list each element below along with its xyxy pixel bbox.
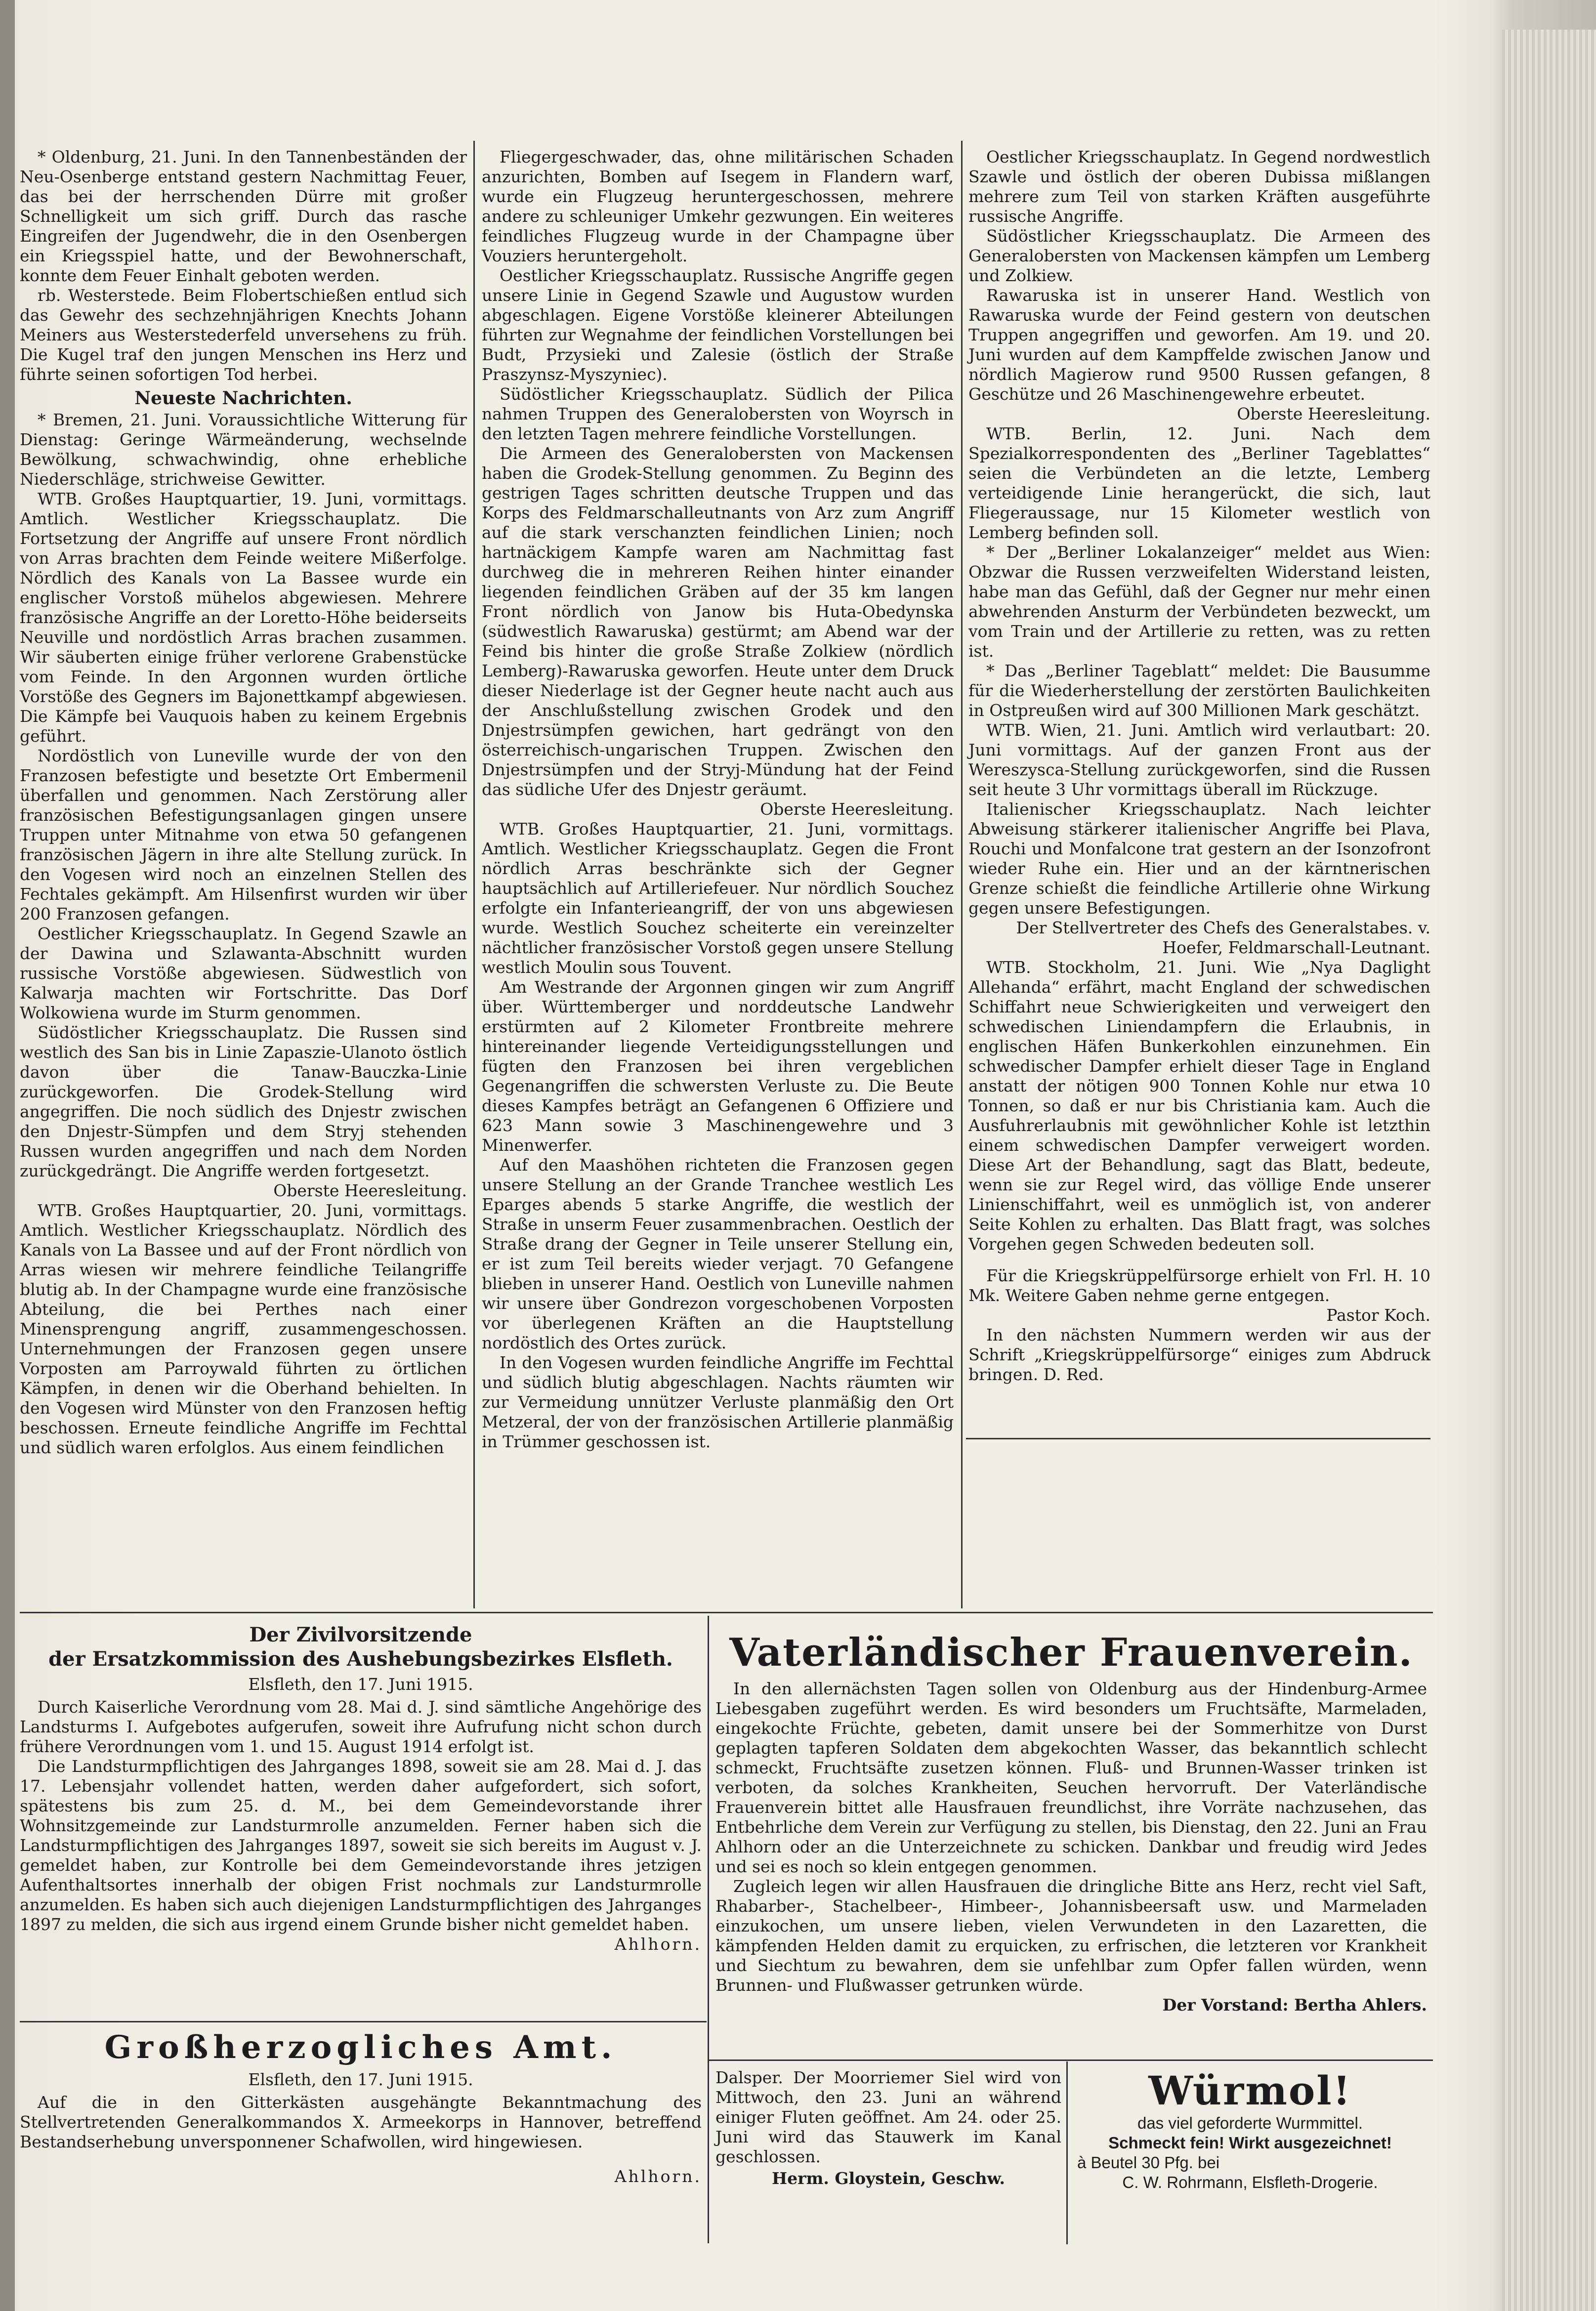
column-1 xyxy=(20,147,467,1458)
article-aircraft: Fliegergeschwader, das, ohne militärischen Schaden anzurichten, Bomben auf Isegem in Flandern warf, wurde ein Flugzeug heruntergeschossen, mehrere andere zu schleuniger Umkehr gezwungen. Ein weiteres feindliches Flugzeug wurde in der Champagne über Vouziers heruntergeholt. xyxy=(482,147,954,265)
ad-zivilvorsitzende xyxy=(20,1623,702,1954)
ad-zivil-para-2: Die Landsturmpflichtigen des Jahrganges 1898, soweit sie am 28. Mai d. J. das 17. Lebensjahr vollendet hatten, werden daher aufgefordert, sich sofort, spätestens bis zum 25. d. M., bei dem Gemeindevorstande ihrer Wohnsitzgemeinde zur Landsturmrolle anzumelden. Ferner haben sich die Landsturmpflichtigen des Jahrganges 1897, soweit sie sich bereits im August v. J. gemeldet haben, zur Kontrolle bei dem Gemeindevorstande ihres jetzigen Aufenthaltsortes innerhalb der obigen Frist nochmals zur Landsturmrolle anzumelden. Es haben sich auch diejenigen Landsturmpflichtigen des Jahrganges 1897 zu melden, die sich aus irgend einem Grunde bisher nicht gemeldet haben. xyxy=(20,1757,702,1934)
article-hq-19-june: WTB. Großes Hauptquartier, 19. Juni, vormittags. Amtlich. Westlicher Kriegsschauplatz. Die Fortsetzung der Angriffe auf unsere Front nördlich von Arras brachten dem Feinde weitere Mißerfolge. Nördlich des Kanals von La Bassee wurde ein englischer Vorstoß mühelos abgewiesen. Mehrere französische Angriffe an der Loretto-Höhe beiderseits Neuville und nordöstlich Arras brachen zusammen. Wir säuberten einige früher verlorene Grabenstücke vom Feinde. In den Argonnen wurden örtliche Vorstöße des Gegners im Bajonettkampf abgewiesen. Die Kämpfe bei Vauquois haben zu keinem Ergebnis geführt. xyxy=(20,489,467,746)
section-heading-news: Neueste Nachrichten. xyxy=(134,388,352,409)
page-edge-stack xyxy=(1502,30,1596,2311)
notice-kriegskrueppel: Für die Kriegskrüppelfürsorge erhielt von Frl. H. 10 Mk. Weitere Gaben nehme gerne entgegen. xyxy=(968,1266,1430,1305)
column-rule-1 xyxy=(473,141,475,1608)
ad-amt-title: Großherzogliches Amt. xyxy=(104,2029,617,2066)
article-maashoehen: Auf den Maashöhen richteten die Franzosen gegen unsere Stellung an der Grande Tranchee westlich Les Eparges abends 5 starke Angriffe, die westlich der Straße in unserm Feuer zusammenbrachen. Oestlich der Straße drang der Gegner in Teile unserer Stellung ein, er ist zum Teil bereits wieder verjagt. 70 Gefangene blieben in unserer Hand. Oestlich von Luneville nahmen wir unsere über Gondrezon vorgeschobenen Vorposten vor überlegenen Kräften an die Hauptstellung nordöstlich des Ortes zurück. xyxy=(482,1155,954,1352)
col3-notice-rule xyxy=(966,1438,1430,1439)
article-wien: WTB. Wien, 21. Juni. Amtlich wird verlautbart: 20. Juni vormittags. Auf der ganzen Front aus der Wereszysca-Stellung zurückgeworfen, sind die Russen seit heute 3 Uhr vormittags überall im Rückzuge. xyxy=(968,720,1430,799)
ad-dalsper-text: Dalsper. Der Moorriemer Siel wird von Mittwoch, den 23. Juni an während einiger Fluten geöffnet. Am 24. oder 25. Juni wird das Stauwerk im Kanal geschlossen. xyxy=(715,2068,1061,2166)
ad-zivil-title-1: Der Zivilvorsitzende xyxy=(249,1623,472,1646)
signature-ohl: Oberste Heeresleitung. xyxy=(1237,404,1430,423)
article-eastern-dubissa: Oestlicher Kriegsschauplatz. In Gegend nordwestlich Szawle und östlich der oberen Dubissa mißlangen mehrere zum Teil von starken Kräften ausgeführte russische Angriffe. xyxy=(968,147,1430,226)
book-binding xyxy=(0,0,15,2311)
article-pilica: Südöstlicher Kriegsschauplatz. Südlich der Pilica nahmen Truppen des Generalobersten von Woyrsch in den letzten Tagen mehrere feindliche Vorstellungen. xyxy=(482,384,954,443)
notice-editor: In den nächsten Nummern werden wir aus der Schrift „Kriegskrüppelfürsorge“ einiges zum Abdruck bringen. D. Red. xyxy=(968,1325,1430,1384)
ad-amt-signature: Ahlhorn. xyxy=(614,2167,702,2186)
column-rule-2 xyxy=(961,141,963,1608)
article-vogesen: In den Vogesen wurden feindliche Angriffe im Fechttal und südlich blutig abgeschlagen. Nachts räumten wir zur Vermeidung unnützer Verluste planmäßig den Ort Metzeral, der von der französischen Artillerie planmäßig in Trümmer geschossen ist. xyxy=(482,1353,954,1451)
ad-zivil-para-1: Durch Kaiserliche Verordnung vom 28. Mai d. J. sind sämtliche Angehörige des Landsturms I. Aufgebotes aufgerufen, soweit ihre Aufrufung nicht schon durch frühere Verordnungen vom 1. und 15. August 1914 erfolgt ist. xyxy=(20,1697,702,1756)
article-bremen-weather: * Bremen, 21. Juni. Voraussichtliche Witterung für Dienstag: Geringe Wärmeänderung, wechselnde Bewölkung, schwachwindig, ohne erhebliche Niederschläge, strichweise Gewitter. xyxy=(20,410,467,489)
article-luneville: Nordöstlich von Luneville wurde der von den Franzosen befestigte und besetzte Ort Embermenil überfallen und genommen. Nach Zerstörung aller französischen Befestigungsanlagen gingen unsere Truppen unter Mitnahme von etwa 50 gefangenen französischen Jägern in ihre alte Stellung zurück. In den Vogesen wird noch an einzelnen Stellen des Fechtales gekämpft. Am Hilsenfirst wurden wir über 200 Franzosen gefangen. xyxy=(20,746,467,924)
article-oldenburg: * Oldenburg, 21. Juni. In den Tannenbeständen der Neu-Osenberge entstand gestern Nachmittag Feuer, das bei der herrschenden Dürre mit großer Schnelligkeit um sich griff. Durch das rasche Eingreifen der Jugendwehr, die in den Osenbergen ein Kriegsspiel hatte, und der Bewohnerschaft, konnte dem Feuer Einhalt geboten werden. xyxy=(20,147,467,285)
signature-ohl: Oberste Heeresleitung. xyxy=(760,799,954,819)
signature-pastor: Pastor Koch. xyxy=(1326,1305,1430,1325)
article-berlin: WTB. Berlin, 12. Juni. Nach dem Spezialkorrespondenten des „Berliner Tageblattes“ seien die Verbündeten an die letzte, Lemberg verteidigende Linie herangerückt, die sich, laut Fliegeraussage, nur 15 Kilometer westlich von Lemberg befinden soll. xyxy=(968,424,1430,542)
article-lokalanzeiger: * Der „Berliner Lokalanzeiger“ meldet aus Wien: Obzwar die Russen verzweifelten Widerstand leisten, habe man das Gefühl, daß der Gegner nur mehr einen abwehrenden Ansturm der Verbündeten bezweckt, um vom Train und der Artillerie zu retten, was zu retten ist. xyxy=(968,543,1430,661)
ad-amt-para: Auf die in den Gitterkästen ausgehängte Bekanntmachung des Stellvertretenden Generalkommandos X. Armeekorps in Hannover, betreffend Bestandserhebung unversponnener Schafwollen, wird hingewiesen. xyxy=(20,2093,702,2151)
ad-rule-right xyxy=(709,2059,1433,2061)
article-hq-21-june: WTB. Großes Hauptquartier, 21. Juni, vormittags. Amtlich. Westlicher Kriegsschauplatz. Gegen die Front nördlich Arras beschränkte sich der Gegner hauptsächlich auf Artilleriefeuer. Nur nördlich Souchez erfolgte ein Infanterieangriff, der von uns abgewiesen wurde. Westlich Souchez scheiterte ein vereinzelter nächtlicher französischer Vorstoß gegen unsere Stellung westlich Moulin sous Touvent. xyxy=(482,819,954,977)
article-lemberg: Südöstlicher Kriegsschauplatz. Die Armeen des Generalobersten von Mackensen kämpfen um Lemberg und Zolkiew. xyxy=(968,226,1430,285)
ad-rule-small xyxy=(1066,2061,1068,2244)
ad-rule-left xyxy=(20,2021,707,2022)
article-tageblatt: * Das „Berliner Tageblatt“ meldet: Die Bausumme für die Wiederherstellung der zerstörten Baulichkeiten in Ostpreußen wird auf 300 Millionen Mark geschätzt. xyxy=(968,661,1430,720)
article-hq-20-june: WTB. Großes Hauptquartier, 20. Juni, vormittags. Amtlich. Westlicher Kriegsschauplatz. Nördlich des Kanals von La Bassee und auf der Front nördlich von Arras wiesen wir mehrere feindliche Teilangriffe blutig ab. In der Champagne wurde eine französische Abteilung, die bei Perthes nach einer Minensprengung angriff, zusammengeschossen. Unternehmungen der Franzosen gegen unsere Vorposten am Parroywald führten zu örtlichen Kämpfen, in denen wir die Oberhand behielten. In den Vogesen wird Münster von den Franzosen heftig beschossen. Erneute feindliche Angriffe im Fechttal und südlich waren erfolglos. Aus einem feindlichen xyxy=(20,1201,467,1457)
ad-wurmol-line-3: à Beutel 30 Pfg. bei xyxy=(1077,2153,1220,2172)
article-eastern-szawle: Oestlicher Kriegsschauplatz. Russische Angriffe gegen unsere Linie in Gegend Szawle und Augustow wurden abgeschlagen. Eigene Vorstöße kleinerer Abteilungen führten zur Wegnahme der feindlichen Vorstellungen bei Budt, Przysieki und Zalesie (östlich der Straße Praszynsz-Myszyniec). xyxy=(482,266,954,384)
article-grodek: Die Armeen des Generalobersten von Mackensen haben die Grodek-Stellung genommen. Zu Beginn des gestrigen Tages schritten deutsche Truppen und das Korps des Feldmarschalleutnants von Arz zum Angriff auf die stark verschanzten feindlichen Linien; noch hartnäckigem Kampfe waren am Nachmittag fast durchweg die in mehreren Reihen hinter einander liegenden feindlichen Gräben auf der 35 km langen Front nördlich von Janow bis Huta-Obedynska (südwestlich Rawaruska) gestürmt; am Abend war der Feind bis hinter die große Straße Zolkiew (nördlich Lemberg)-Rawaruska geworfen. Heute unter dem Druck dieser Niederlage ist der Gegner heute nacht auch aus der Anschlußstellung zwischen Grodek und den Dnjestrsümpfen gewichen, hart gedrängt von den österreichisch-ungarischen Truppen. Zwischen den Dnjestrsümpfen und der Stryj-Mündung hat der Feind das südliche Ufer des Dnjestr geräumt. xyxy=(482,444,954,799)
ad-zivil-title-2: der Ersatzkommission des Aushebungsbezirkes Elsfleth. xyxy=(48,1647,673,1671)
article-rawaruska: Rawaruska ist in unserer Hand. Westlich von Rawaruska wurde der Feind gestern von deutschen Truppen angegriffen und geworfen. Am 19. und 20. Juni wurden auf dem Kampffelde zwischen Janow und nördlich Magierow rund 9500 Russen gefangen, 8 Geschütze und 26 Maschinengewehre erbeutet. xyxy=(968,286,1430,404)
ad-grossherzogliches-amt xyxy=(20,2028,702,2186)
ad-dalsper xyxy=(715,2068,1061,2188)
ad-zivil-date: Elsfleth, den 17. Juni 1915. xyxy=(248,1675,473,1694)
ad-frauen-para-1: In den allernächsten Tagen sollen von Oldenburg aus der Hindenburg-Armee Liebesgaben zugeführt werden. Es wird besonders um Fruchtsäfte, Marmeladen, eingekochte Früchte, gebeten, damit unsere bei der Sommerhitze von Durst geplagten tapferen Soldaten dem abgekochten Wasser, das bekanntlich schlecht schmeckt, Fruchtsäfte zusetzen können. Fluß- und Brunnen-Wasser trinken ist verboten, da solches Krankheiten, Seuchen hervorruft. Der Vaterländische Frauenverein bittet alle Hausfrauen freundlichst, ihre Vorräte nachzusehen, das Entbehrliche dem Verein zur Verfügung zu stellen, bis Dienstag, den 22. Juni an Frau Ahlhorn oder an die Unterzeichnete zu schicken. Dankbar und freudig wird Jedes und sei es noch so klein entgegen genommen. xyxy=(715,1679,1427,1876)
column-3 xyxy=(968,147,1430,1385)
ad-frauen-para-2: Zugleich legen wir allen Hausfrauen die dringliche Bitte ans Herz, recht viel Saft, Rhabarber-, Stachelbeer-, Himbeer-, Johannisbeersaft usw. und Marmeladen einzukochen, um unsere lieben, vielen Verwundeten in den Lazaretten, die kämpfenden Helden damit zu erquicken, zu erfrischen, die letzteren vor Krankheit und Siechtum zu bewahren, dem sie unfehlbar zum Opfer fallen würden, wenn Brunnen- und Flußwasser getrunken würde. xyxy=(715,1877,1427,1995)
ad-wurmol-line-2: Schmeckt fein! Wirkt ausgezeichnet! xyxy=(1108,2134,1392,2152)
section-rule xyxy=(20,1612,1433,1613)
ad-dalsper-signature: Herm. Gloystein, Geschw. xyxy=(771,2169,1006,2188)
ad-wurmol xyxy=(1072,2068,1428,2192)
article-argonnen: Am Westrande der Argonnen gingen wir zum Angriff über. Württemberger und norddeutsche Landwehr erstürmten auf 2 Kilometer Frontbreite mehrere hintereinander liegende Verteidigungsstellungen und fügten den Franzosen bei ihren vergeblichen Gegenangriffen die schwersten Verluste zu. Die Beute dieses Kampfes beträgt an Gefangenen 6 Offiziere und 623 Mann sowie 3 Maschinengewehre und 3 Minenwerfer. xyxy=(482,977,954,1155)
article-eastern-front: Oestlicher Kriegsschauplatz. In Gegend Szawle an der Dawina und Szlawanta-Abschnitt wurden russische Vorstöße abgewiesen. Südwestlich von Kalwarja machten wir Fortschritte. Das Dorf Wolkowiena wurde im Sturm genommen. xyxy=(20,924,467,1022)
ad-frauenverein xyxy=(715,1631,1427,2015)
ad-amt-date: Elsfleth, den 17. Juni 1915. xyxy=(248,2070,473,2089)
ad-wurmol-line-4: C. W. Rohrmann, Elsfleth-Drogerie. xyxy=(1122,2173,1378,2191)
article-italian-front: Italienischer Kriegsschauplatz. Nach leichter Abweisung stärkerer italienischer Angriffe bei Plava, Rouchi und Monfalcone trat gestern an der Isonzofront wieder Ruhe ein. Hier und an der kärntnerischen Grenze schießt die feindliche Artillerie ohne Wirkung gegen unsere Befestigungen. xyxy=(968,799,1430,918)
article-southeastern-front: Südöstlicher Kriegsschauplatz. Die Russen sind westlich des San bis in Linie Zapaszie-Ulanoto östlich davon über die Tanaw-Bauczka-Linie zurückgeworfen. Die Grodek-Stellung wird angegriffen. Die noch südlich des Dnjestr zwischen den Dnjestr-Sümpfen und dem Stryj stehenden Russen wurden angegriffen und nach dem Norden zurückgedrängt. Die Angriffe werden fortgesetzt. xyxy=(20,1023,467,1180)
article-stockholm: WTB. Stockholm, 21. Juni. Wie „Nya Daglight Allehanda“ erfährt, macht England der schwedischen Schiffahrt neue Schwierigkeiten und verweigert den schwedischen Liniendampfern die Erlaubnis, in englischen Häfen Bunkerkohlen einzunehmen. Ein schwedischer Dampfer erhielt dieser Tage in England anstatt der nötigen 900 Tonnen Kohle nur etwa 10 Tonnen, so daß er nur bis Christiania kam. Auch die Ausfuhrerlaubnis mit gewöhnlicher Kohle ist letzthin einem schwedischen Dampfer verweigert worden. Diese Art der Behandlung, sagt das Blatt, bedeute, wenn sie zur Regel wird, das völlige Ende unserer Linienschiffahrt, weil es unmöglich ist, von anderer Seite Kohlen zu erhalten. Das Blatt fragt, was solches Vorgehen gegen Schweden bedeuten soll. xyxy=(968,958,1430,1254)
article-westerstede: rb. Westerstede. Beim Flobertschießen entlud sich das Gewehr des sechzehnjährigen Knechts Johann Meiners aus Westerstederfeld unversehens zu früh. Die Kugel traf den jungen Menschen ins Herz und führte seinen sofortigen Tod herbei. xyxy=(20,286,467,384)
ad-rule-vertical xyxy=(708,1616,709,2243)
ad-frauen-title: Vaterländischer Frauenverein. xyxy=(729,1630,1413,1675)
signature-generalstab: Der Stellvertreter des Chefs des Generalstabes. v. Hoefer, Feldmarschall-Leutnant. xyxy=(1016,918,1430,957)
ad-zivil-signature: Ahlhorn. xyxy=(614,1934,702,1954)
column-2 xyxy=(482,147,954,1452)
ad-wurmol-line-1: das viel geforderte Wurmmittel. xyxy=(1137,2114,1363,2132)
ad-frauen-signature: Der Vorstand: Bertha Ahlers. xyxy=(1162,1995,1427,2015)
signature-ohl: Oberste Heeresleitung. xyxy=(273,1181,467,1200)
ad-wurmol-title: Würmol! xyxy=(1148,2067,1352,2114)
